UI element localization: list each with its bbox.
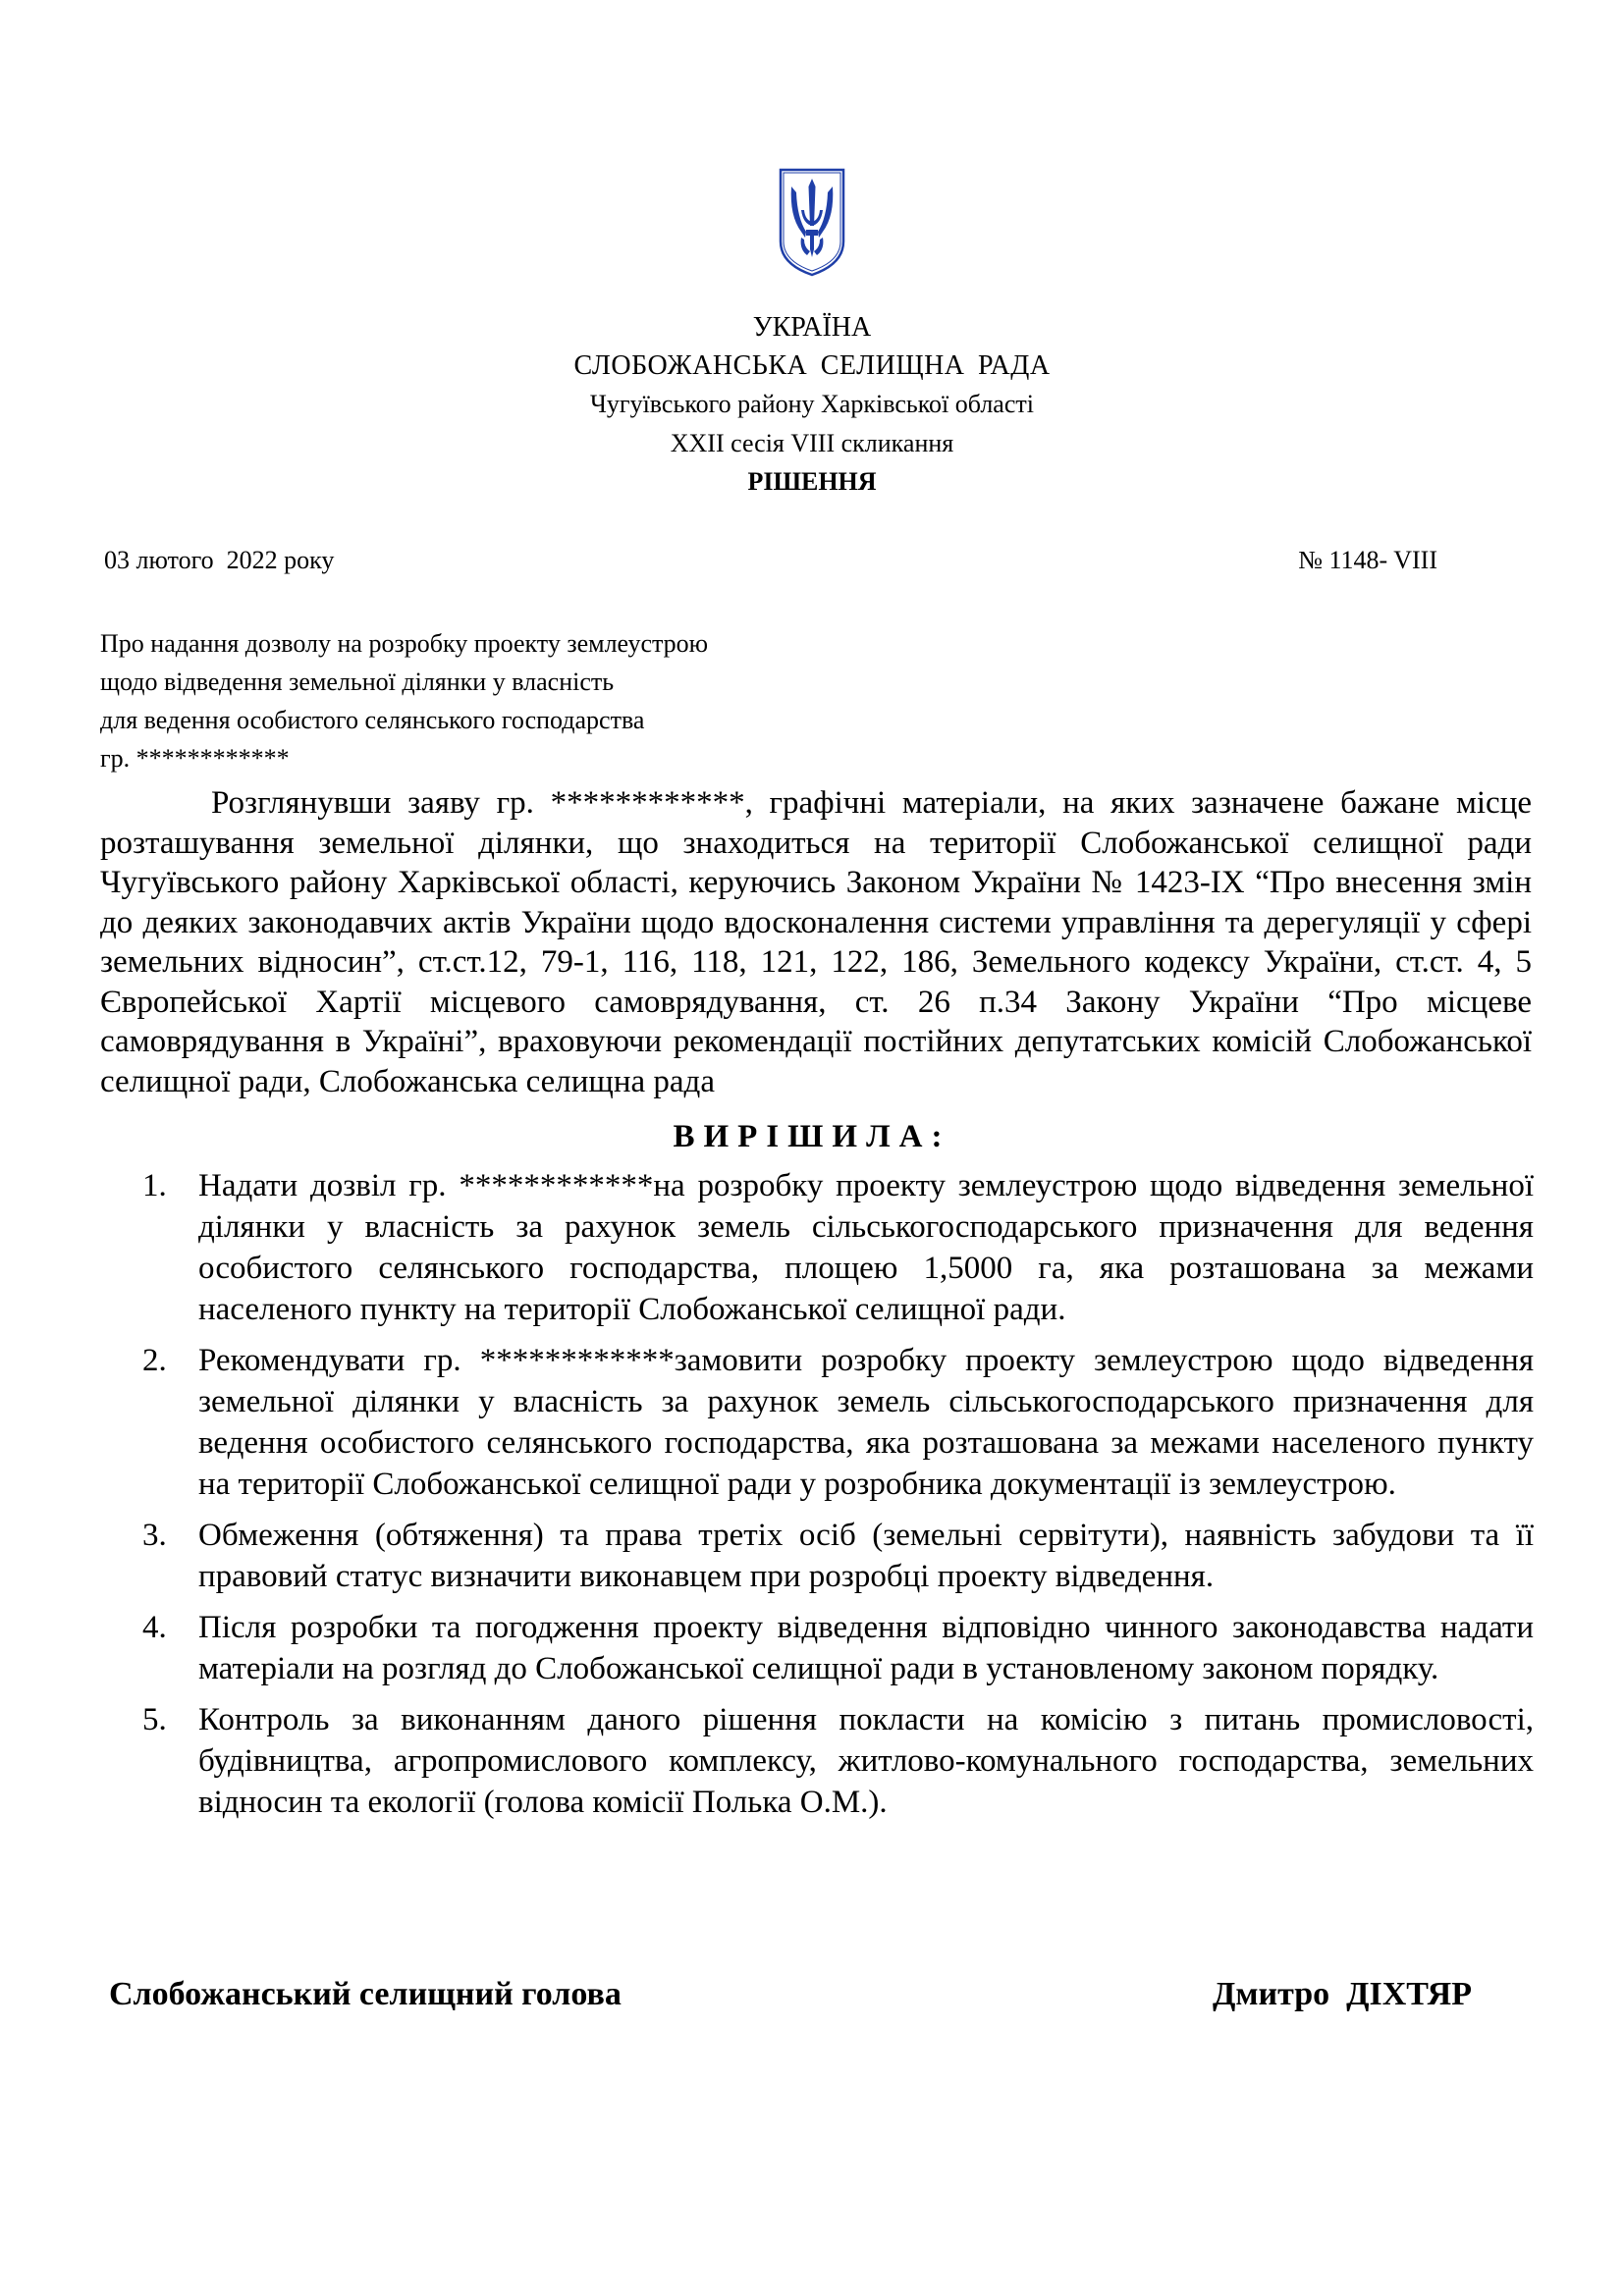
preamble-paragraph bbox=[100, 783, 1532, 1101]
item-text: Рекомендувати гр. ************замовити розробку проекту землеустрою щодо відведення земельної ділянки у власність за рахунок земель сільськогосподарського призначення для ведення особистого селянського господарства, яка розташована за межами населеного пункту на території Слобожанської селищної ради у розробника документації із землеустрою. bbox=[198, 1343, 1534, 1502]
item-number: 2. bbox=[142, 1343, 167, 1378]
decision-number: № 1148- VIІІ bbox=[1298, 546, 1437, 574]
item-number: 4. bbox=[142, 1610, 167, 1645]
coat-of-arms-icon bbox=[778, 167, 846, 278]
decision-date: 03 лютого 2022 року bbox=[104, 546, 335, 574]
item-number: 5. bbox=[142, 1702, 167, 1737]
subject-line: щодо відведення земельної ділянки у власність bbox=[100, 667, 615, 696]
document-type-heading: РІШЕННЯ bbox=[747, 467, 877, 496]
subject-line: для ведення особистого селянського господарства bbox=[100, 706, 645, 734]
decision-items-list bbox=[100, 1165, 1534, 1823]
decision-item bbox=[100, 1165, 1534, 1330]
decision-item bbox=[100, 1699, 1534, 1823]
subject-line: гр. ************ bbox=[100, 744, 290, 773]
district-heading: Чугуївського району Харківської області bbox=[590, 390, 1034, 418]
item-number: 3. bbox=[142, 1518, 167, 1553]
item-text: Після розробки та погодження проекту відведення відповідно чинного законодавства надати матеріали на розгляд до Слобожанської селищної ради в установленому законом порядку. bbox=[198, 1610, 1534, 1686]
country-heading: УКРАЇНА bbox=[752, 312, 872, 343]
council-heading: СЛОБОЖАНСЬКА СЕЛИЩНА РАДА bbox=[573, 350, 1051, 381]
item-text: Контроль за виконанням даного рішення покласти на комісію з питань промисловості, будівництва, агропромислового комплексу, житлово-комунального господарства, земельних відносин та екології (голова комісії Полька О.М.). bbox=[198, 1702, 1534, 1820]
signatory-title: Слобожанський селищний голова bbox=[109, 1976, 622, 2012]
decided-heading: ВИРІШИЛА: bbox=[673, 1119, 951, 1154]
session-heading: ХХІІ сесія VIІІ скликання bbox=[670, 429, 954, 457]
item-number: 1. bbox=[142, 1168, 167, 1203]
item-text: Надати дозвіл гр. ************на розробку проекту землеустрою щодо відведення земельної ділянки у власність за рахунок земель сільськогосподарського призначення для ведення особистого селянського господарства, площею 1,5000 га, яка розташована за межами населеного пункту на території Слобожанської селищної ради. bbox=[198, 1168, 1534, 1327]
signatory-name: Дмитро ДІХТЯР bbox=[1212, 1976, 1472, 2012]
decision-item bbox=[100, 1340, 1534, 1505]
decision-item bbox=[100, 1515, 1534, 1597]
preamble-text: Розглянувши заяву гр. ************, графічні матеріали, на яких зазначене бажане місце розташування земельної ділянки, що знаходиться на території Слобожанської селищної ради Чугуївського району Харківської області, керуючись Законом України № 1423-ІХ “Про внесення змін до деяких законодавчих актів України щодо вдосконалення системи управління та дерегуляції у сфері земельних відносин”, ст.ст.12, 79-1, 116, 118, 121, 122, 186, Земельного кодексу України, ст.ст. 4, 5 Європейської Хартії місцевого самоврядування, ст. 26 п.34 Закону України “Про місцеве самоврядування в Україні”, враховуючи рекомендації постійних депутатських комісій Слобожанської селищної ради, Слобожанська селищна рада bbox=[100, 785, 1532, 1099]
item-text: Обмеження (обтяження) та права третіх осіб (земельні сервітути), наявність забудови та її правовий статус визначити виконавцем при розробці проекту відведення. bbox=[198, 1518, 1534, 1594]
subject-line: Про надання дозволу на розробку проекту землеустрою bbox=[100, 629, 709, 658]
decision-item bbox=[100, 1607, 1534, 1689]
decision-subject bbox=[100, 624, 708, 777]
